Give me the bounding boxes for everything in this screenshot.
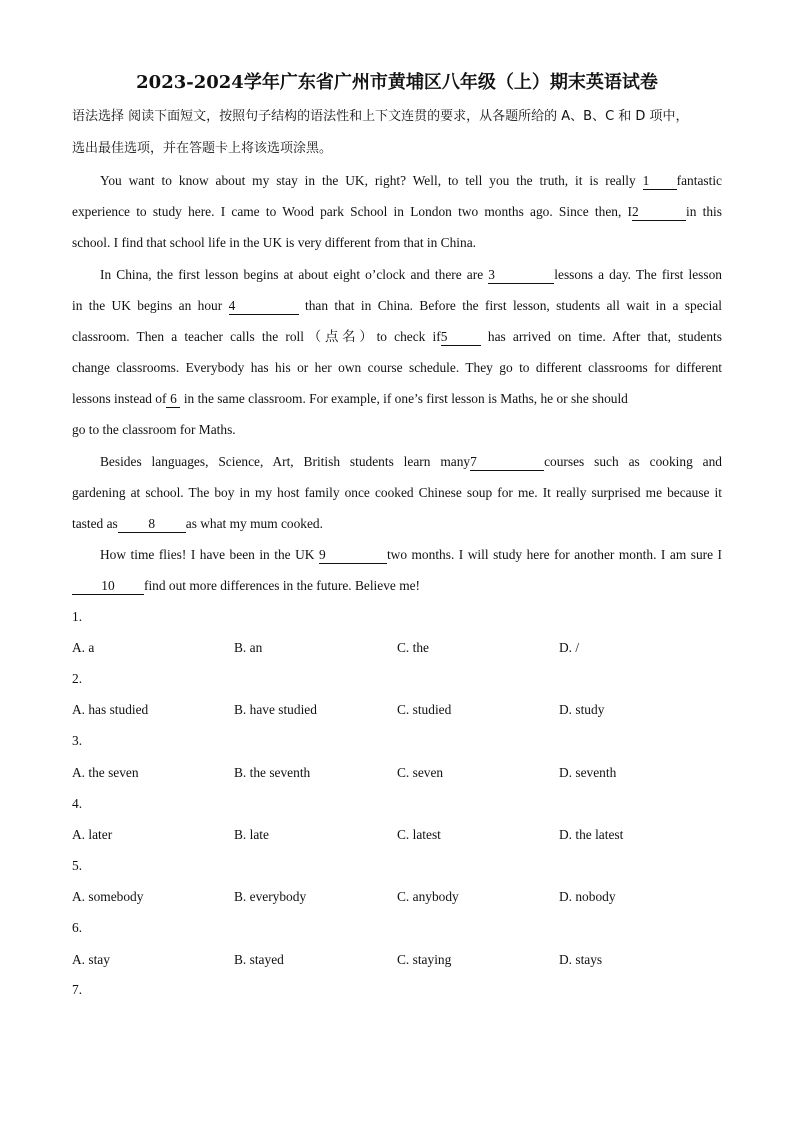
question-2-option-c[interactable]: C. studied [397, 702, 452, 717]
blank-6: 6 [166, 390, 180, 408]
passage-text: tasted as [72, 516, 118, 531]
blank-9: 9 [319, 546, 387, 564]
question-6-option-d[interactable]: D. stays [559, 952, 603, 967]
blank-5: 5 [441, 328, 481, 346]
passage-line [72, 290, 722, 321]
blank-7: 7 [470, 453, 544, 471]
passage-line [72, 165, 722, 196]
question-2-option-b[interactable]: B. have studied [234, 702, 317, 717]
passage-line: go to the classroom for Maths. [72, 422, 236, 437]
question-number: 3. [72, 733, 83, 748]
passage-text: fantastic [676, 173, 722, 188]
passage-paragraph-4 [72, 539, 722, 601]
question-3-option-a[interactable]: A. the seven [72, 765, 139, 780]
blank-10: 10 [72, 577, 144, 595]
passage-text: has arrived on time. After that, students [487, 329, 722, 344]
passage-text: lessons a day. The first lesson [554, 267, 722, 282]
question-5-option-a[interactable]: A. somebody [72, 889, 144, 904]
blank-1: 1 [643, 172, 677, 190]
passage-text: in this [686, 204, 722, 219]
passage-line [72, 570, 722, 601]
question-3-option-c[interactable]: C. seven [397, 765, 444, 780]
question-3-option-b[interactable]: B. the seventh [234, 765, 311, 780]
passage-paragraph-2 [72, 259, 722, 445]
question-5-option-d[interactable]: D. nobody [559, 889, 616, 904]
passage-text: classroom. Then a teacher calls the roll（点名）to check if [72, 329, 441, 344]
passage-text: two months. I will study here for another month. I am sure I [386, 547, 722, 562]
instructions-line-2: 选出最佳选项，并在答题卡上将该选项涂黑。 [72, 141, 333, 156]
passage-line: gardening at school. The boy in my host family once cooked Chinese soup for me. It really surprised me because it [72, 485, 722, 500]
passage-line [72, 539, 722, 570]
passage-text: You want to know about my stay in the UK, right? Well, to tell you the truth, it is really [100, 173, 636, 188]
question-5-option-c[interactable]: C. anybody [397, 889, 459, 904]
passage-text: experience to study here. I came to Wood park School in London two months ago. Since then, I [72, 204, 632, 219]
blank-8: 8 [118, 515, 186, 533]
question-2-option-d[interactable]: D. study [559, 702, 605, 717]
passage-text: courses such as cooking and [544, 454, 722, 469]
page-title: 2023-2024学年广东省广州市黄埔区八年级（上）期末英语试卷 [136, 72, 658, 93]
passage-text: in the UK begins an hour [72, 298, 223, 313]
passage-text: in the same classroom. For example, if one’s first lesson is Maths, he or she should [183, 391, 628, 406]
question-5-option-b[interactable]: B. everybody [234, 889, 307, 904]
question-number: 2. [72, 671, 83, 686]
question-6-option-c[interactable]: C. staying [397, 952, 452, 967]
passage-line: change classrooms. Everybody has his or her own course schedule. They go to different classrooms for different [72, 360, 722, 375]
passage-text: lessons instead of [72, 391, 167, 406]
passage-text: than that in China. Before the first lesson, students all wait in a special [304, 298, 722, 313]
passage-line [72, 321, 722, 352]
passage-paragraph-1 [72, 165, 722, 258]
question-3-option-d[interactable]: D. seventh [559, 765, 617, 780]
instructions-line-1: 语法选择 阅读下面短文，按照句子结构的语法性和上下文连贯的要求，从各题所给的 A、B、C 和 D 项中， [72, 109, 689, 124]
passage-line [72, 446, 722, 477]
passage-text: as what my mum cooked. [185, 516, 323, 531]
question-1-option-a[interactable]: A. a [72, 640, 95, 655]
question-number: 4. [72, 796, 83, 811]
question-4-option-a[interactable]: A. later [72, 827, 113, 842]
question-number: 5. [72, 858, 83, 873]
passage-line [72, 508, 722, 539]
question-1-option-d[interactable]: D. / [559, 640, 580, 655]
question-6-option-a[interactable]: A. stay [72, 952, 110, 967]
question-4-option-c[interactable]: C. latest [397, 827, 441, 842]
question-2-option-a[interactable]: A. has studied [72, 702, 149, 717]
blank-4: 4 [229, 297, 299, 315]
passage-line [72, 383, 722, 414]
blank-3: 3 [488, 266, 554, 284]
question-number: 6. [72, 920, 83, 935]
question-6-option-b[interactable]: B. stayed [234, 952, 284, 967]
passage-line [72, 259, 722, 290]
passage-line [72, 196, 722, 227]
question-4-option-b[interactable]: B. late [234, 827, 269, 842]
question-number: 7. [72, 982, 83, 997]
blank-2: 2 [632, 203, 686, 221]
question-1-option-b[interactable]: B. an [234, 640, 263, 655]
passage-text: Besides languages, Science, Art, British students learn many [100, 454, 471, 469]
passage-text: find out more differences in the future. Believe me! [144, 578, 421, 593]
question-4-option-d[interactable]: D. the latest [559, 827, 624, 842]
passage-line: school. I find that school life in the UK is very different from that in China. [72, 235, 476, 250]
question-number: 1. [72, 609, 83, 624]
passage-paragraph-3 [72, 446, 722, 539]
passage-text: In China, the first lesson begins at about eight o’clock and there are [100, 267, 484, 282]
passage-text: How time flies! I have been in the UK [100, 547, 315, 562]
question-1-option-c[interactable]: C. the [397, 640, 429, 655]
